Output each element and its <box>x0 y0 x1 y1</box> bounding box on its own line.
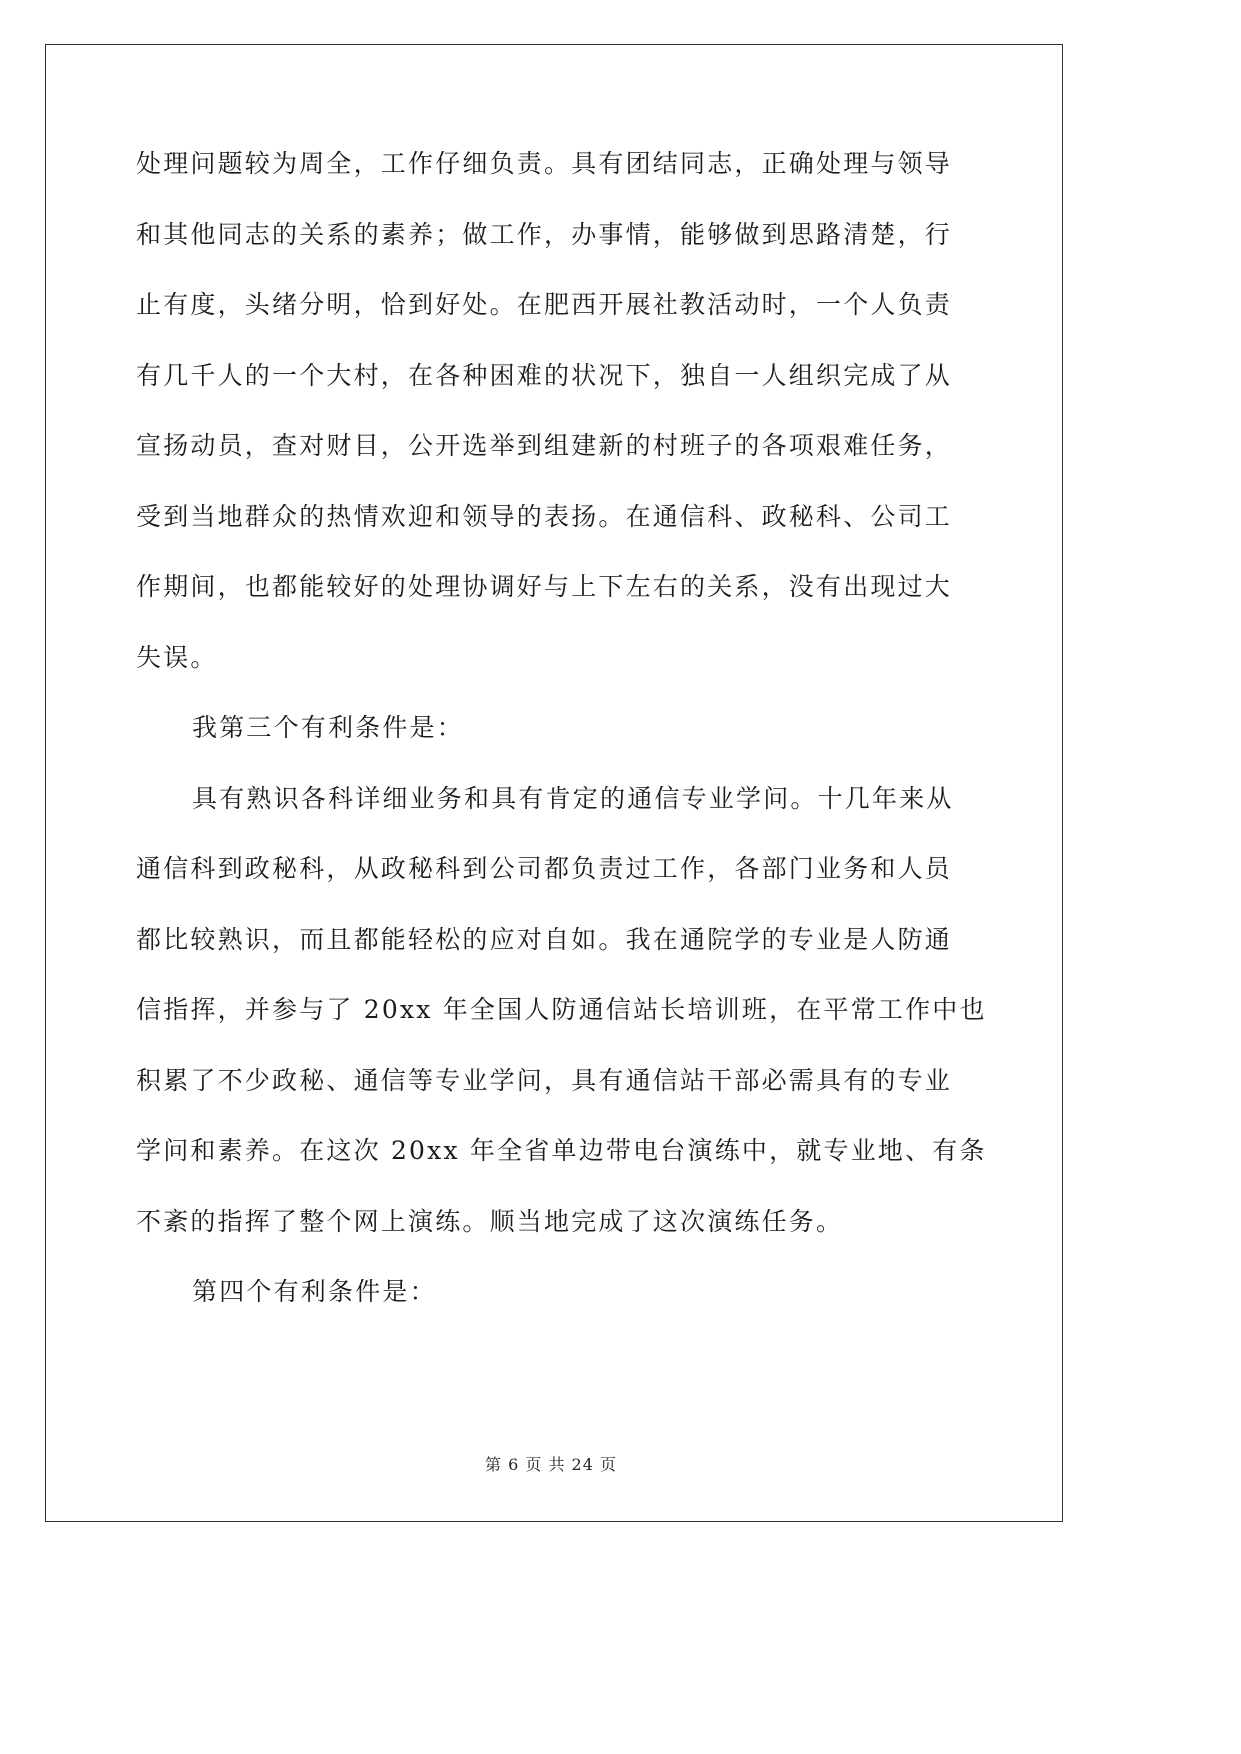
text-line: 止有度，头绪分明，恰到好处。在肥西开展社教活动时，一个人负责 <box>136 290 953 319</box>
text-line: 作期间，也都能较好的处理协调好与上下左右的关系，没有出现过大 <box>136 572 953 601</box>
text-line: 不紊的指挥了整个网上演练。顺当地完成了这次演练任务。 <box>136 1206 844 1236</box>
text-line: 积累了不少政秘、通信等专业学问，具有通信站干部必需具有的专业 <box>136 1065 953 1095</box>
text-line: 有几千人的一个大村，在各种困难的状况下，独自一人组织完成了从 <box>136 360 953 390</box>
paragraph <box>136 1268 976 1339</box>
text-line: 都比较熟识，而且都能轻松的应对自如。我在通院学的专业是人防通 <box>136 924 953 954</box>
text-line: 宣扬动员，查对财目，公开选举到组建新的村班子的各项艰难任务， <box>136 431 953 460</box>
text-line: 处理问题较为周全，工作仔细负责。具有团结同志，正确处理与领导 <box>136 149 953 178</box>
text-line: 和其他同志的关系的素养；做工作，办事情，能够做到思路清楚，行 <box>136 219 953 249</box>
text-line: 通信科到政秘科，从政秘科到公司都负责过工作，各部门业务和人员 <box>136 854 953 883</box>
text-line: 失误。 <box>136 642 218 672</box>
paragraph <box>136 775 987 1269</box>
text-line: 我第三个有利条件是： <box>192 713 465 742</box>
text-line: 信指挥，并参与了 20xx 年全国人防通信站长培训班，在平常工作中也 <box>136 995 987 1024</box>
text-line: 具有熟识各科详细业务和具有肯定的通信专业学问。十几年来从 <box>192 783 954 813</box>
paragraph <box>136 704 976 775</box>
page-footer: 第 6 页 共 24 页 <box>485 1455 617 1474</box>
paragraph <box>136 140 976 704</box>
document-body <box>136 140 987 1339</box>
text-line: 第四个有利条件是： <box>192 1277 437 1306</box>
text-line: 受到当地群众的热情欢迎和领导的表扬。在通信科、政秘科、公司工 <box>136 501 953 531</box>
text-line: 学问和素养。在这次 20xx 年全省单边带电台演练中，就专业地、有条 <box>136 1136 987 1165</box>
